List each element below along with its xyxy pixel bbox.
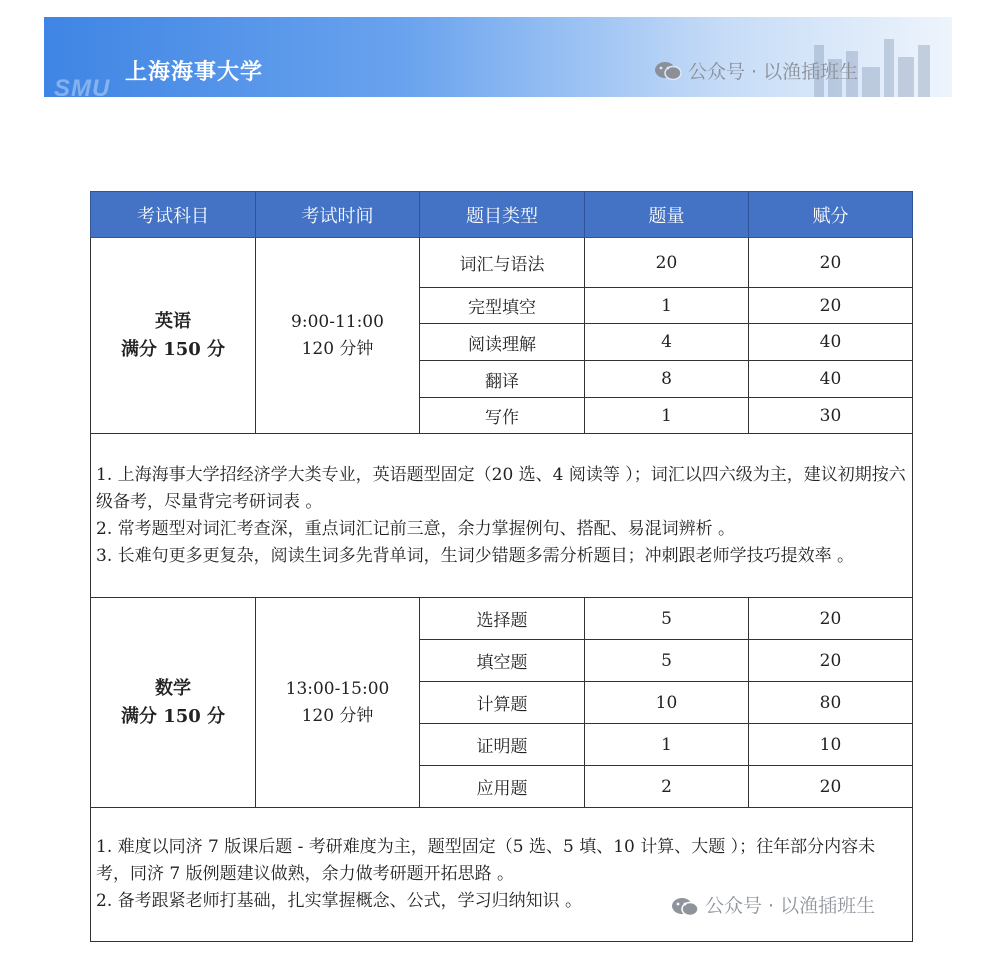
question-score: 40 — [749, 324, 913, 361]
watermark — [671, 893, 875, 920]
question-type: 词汇与语法 — [420, 238, 585, 288]
question-type: 应用题 — [420, 766, 585, 808]
math-subject: 数学 — [155, 677, 191, 699]
header-time: 考试时间 — [256, 192, 420, 238]
question-count: 1 — [585, 724, 749, 766]
math-time: 13:00-15:00 — [285, 678, 390, 699]
banner-ghost-text: SMU — [54, 75, 111, 97]
note-item: 1. 难度以同济 7 版课后题 - 考研难度为主，题型固定（5 选、5 填、10 计算、大题 ）；往年部分内容未考，同济 7 版例题建议做熟，余力做考研题开拓思路 。 — [96, 837, 876, 884]
question-count: 1 — [585, 398, 749, 434]
watermark — [654, 57, 858, 84]
question-count: 1 — [585, 288, 749, 324]
question-count: 8 — [585, 361, 749, 398]
question-score: 20 — [749, 598, 913, 640]
math-subject-cell — [91, 598, 256, 808]
question-type: 写作 — [420, 398, 585, 434]
building-decoration — [862, 67, 880, 97]
question-count: 5 — [585, 598, 749, 640]
table-row — [91, 598, 913, 640]
english-time: 9:00-11:00 — [291, 311, 384, 332]
question-type: 选择题 — [420, 598, 585, 640]
question-score: 40 — [749, 361, 913, 398]
note-item: 3. 长难句更多更复杂，阅读生词多先背单词，生词少错题多需分析题目；冲刺跟老师学技巧提效率 。 — [96, 545, 855, 566]
question-score: 20 — [749, 766, 913, 808]
note-item: 2. 备考跟紧老师打基础，扎实掌握概念、公式，学习归纳知识 。 — [96, 891, 583, 911]
question-type: 阅读理解 — [420, 324, 585, 361]
header-score: 赋分 — [749, 192, 913, 238]
question-score: 20 — [749, 640, 913, 682]
wechat-icon — [671, 897, 699, 917]
building-decoration — [884, 39, 894, 97]
question-type: 证明题 — [420, 724, 585, 766]
question-count: 10 — [585, 682, 749, 724]
question-count: 20 — [585, 238, 749, 288]
question-type: 完型填空 — [420, 288, 585, 324]
english-subject-cell — [91, 238, 256, 434]
question-score: 20 — [749, 238, 913, 288]
school-name: 上海海事大学 — [125, 60, 264, 85]
english-notes — [91, 434, 913, 598]
header-type: 题目类型 — [420, 192, 585, 238]
question-count: 5 — [585, 640, 749, 682]
math-duration: 120 分钟 — [301, 705, 374, 726]
watermark-text: 公众号 · 以渔插班生 — [688, 61, 859, 83]
math-full-score: 满分 150 分 — [120, 705, 226, 727]
note-item: 1. 上海海事大学招经济学大类专业，英语题型固定（20 选、4 阅读等 ）；词汇以四六级为主，建议初期按六级备考，尽量背完考研词表 。 — [96, 464, 906, 512]
question-count: 4 — [585, 324, 749, 361]
header-banner — [44, 17, 952, 97]
building-decoration — [898, 57, 914, 97]
math-time-cell — [256, 598, 420, 808]
question-type: 填空题 — [420, 640, 585, 682]
exam-table — [90, 191, 913, 942]
question-score: 10 — [749, 724, 913, 766]
english-full-score: 满分 150 分 — [120, 338, 226, 360]
question-count: 2 — [585, 766, 749, 808]
table-row — [91, 238, 913, 288]
note-item: 2. 常考题型对词汇考查深，重点词汇记前三意，余力掌握例句、搭配、易混词辨析 。 — [96, 518, 736, 539]
english-subject: 英语 — [155, 310, 191, 332]
table-header-row — [91, 192, 913, 238]
watermark-text: 公众号 · 以渔插班生 — [705, 895, 876, 917]
english-time-cell — [256, 238, 420, 434]
header-subject: 考试科目 — [91, 192, 256, 238]
math-notes — [91, 808, 913, 942]
question-score: 20 — [749, 288, 913, 324]
question-score: 30 — [749, 398, 913, 434]
math-notes-row — [91, 808, 913, 942]
header-count: 题量 — [585, 192, 749, 238]
question-score: 80 — [749, 682, 913, 724]
wechat-icon — [654, 61, 682, 81]
question-type: 计算题 — [420, 682, 585, 724]
question-type: 翻译 — [420, 361, 585, 398]
english-duration: 120 分钟 — [301, 338, 374, 359]
english-notes-row — [91, 434, 913, 598]
building-decoration — [918, 45, 930, 97]
